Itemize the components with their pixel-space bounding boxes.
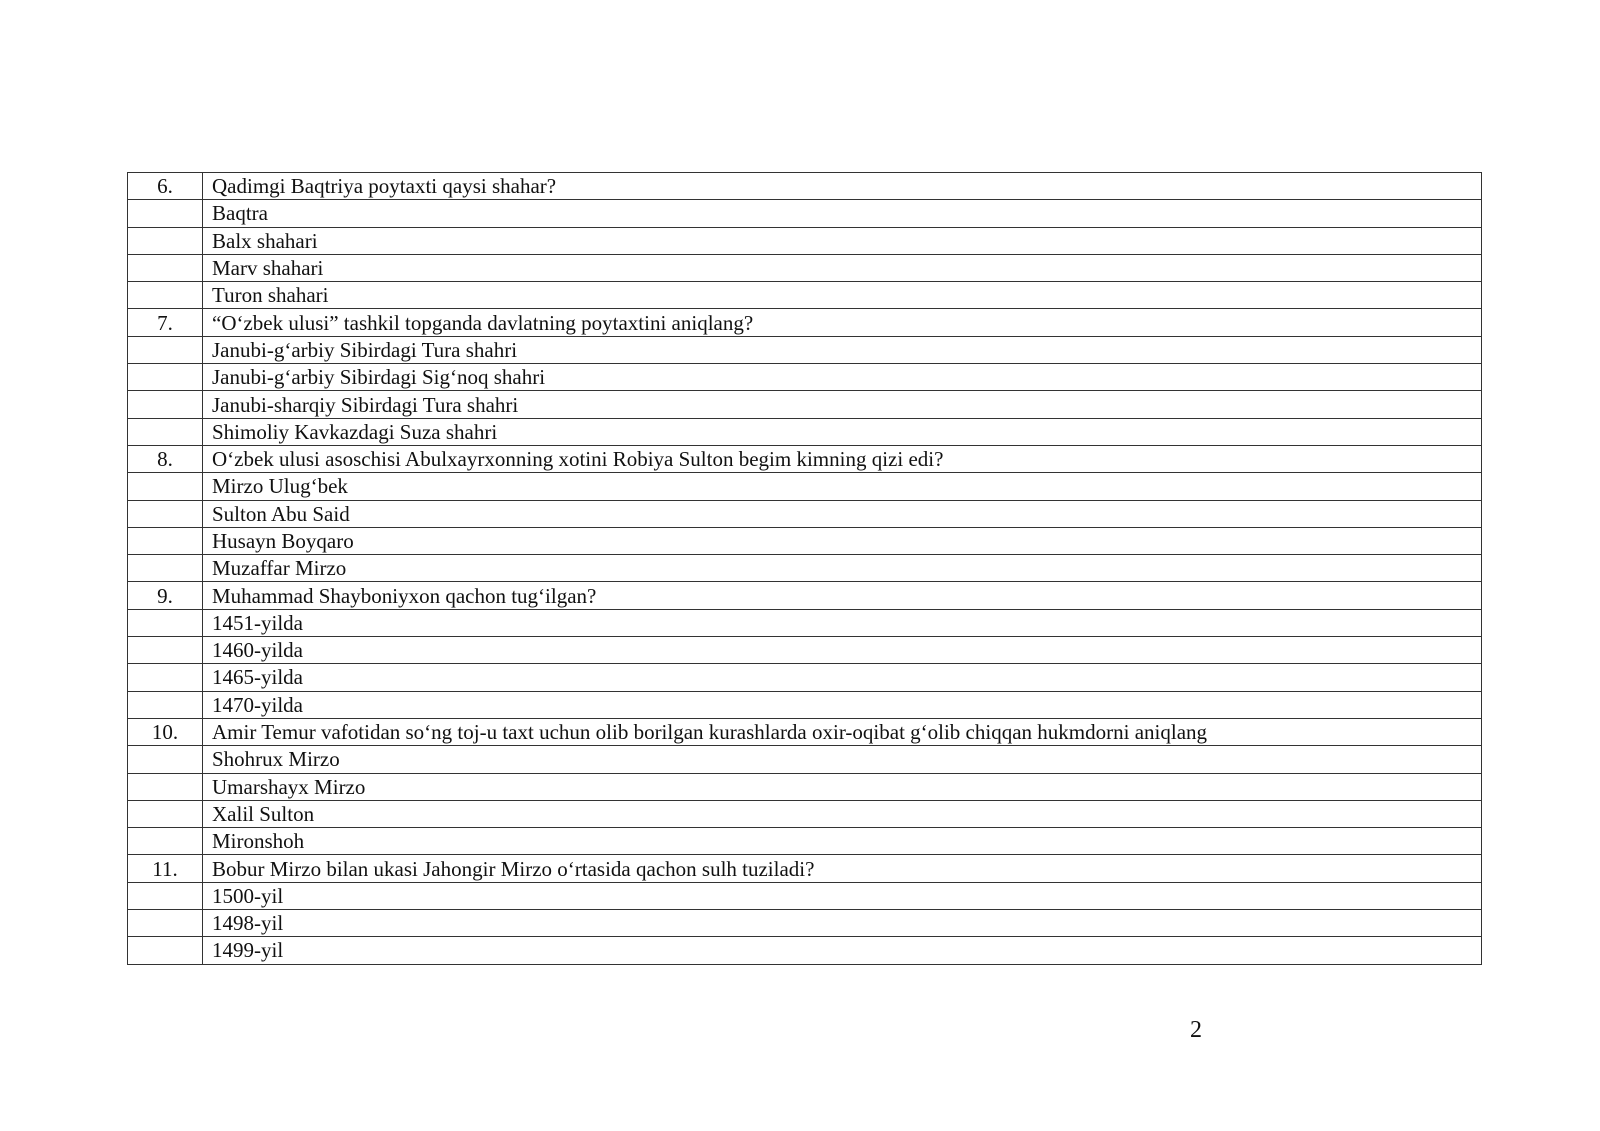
answer-option: Marv shahari <box>203 254 1482 281</box>
empty-number-cell <box>128 882 203 909</box>
answer-row <box>128 254 1482 281</box>
question-text: “O‘zbek ulusi” tashkil topganda davlatning poytaxtini aniqlang? <box>203 309 1482 336</box>
answer-row <box>128 691 1482 718</box>
answer-row <box>128 746 1482 773</box>
answer-row <box>128 800 1482 827</box>
empty-number-cell <box>128 800 203 827</box>
answer-option: Husayn Boyqaro <box>203 527 1482 554</box>
answer-option: Baqtra <box>203 200 1482 227</box>
quiz-table-body <box>128 173 1482 965</box>
answer-row <box>128 937 1482 964</box>
question-number: 7. <box>128 309 203 336</box>
answer-option: 1470-yilda <box>203 691 1482 718</box>
answer-row <box>128 500 1482 527</box>
question-text: Qadimgi Baqtriya poytaxti qaysi shahar? <box>203 173 1482 200</box>
answer-row <box>128 527 1482 554</box>
answer-option: Shohrux Mirzo <box>203 746 1482 773</box>
question-text: Bobur Mirzo bilan ukasi Jahongir Mirzo o‘rtasida qachon sulh tuziladi? <box>203 855 1482 882</box>
empty-number-cell <box>128 227 203 254</box>
answer-option: 1460-yilda <box>203 637 1482 664</box>
question-number: 8. <box>128 445 203 472</box>
answer-option: 1498-yil <box>203 910 1482 937</box>
empty-number-cell <box>128 828 203 855</box>
empty-number-cell <box>128 555 203 582</box>
answer-row <box>128 637 1482 664</box>
answer-row <box>128 200 1482 227</box>
empty-number-cell <box>128 282 203 309</box>
quiz-table <box>127 172 1482 965</box>
empty-number-cell <box>128 691 203 718</box>
question-row <box>128 445 1482 472</box>
answer-option: Xalil Sulton <box>203 800 1482 827</box>
answer-option: 1465-yilda <box>203 664 1482 691</box>
empty-number-cell <box>128 937 203 964</box>
answer-option: Mironshoh <box>203 828 1482 855</box>
answer-option: 1451-yilda <box>203 609 1482 636</box>
empty-number-cell <box>128 391 203 418</box>
answer-row <box>128 882 1482 909</box>
question-text: Amir Temur vafotidan so‘ng toj-u taxt uchun olib borilgan kurashlarda oxir-oqibat g‘olib chiqqan hukmdorni aniqlang <box>203 718 1482 745</box>
answer-row <box>128 910 1482 937</box>
empty-number-cell <box>128 336 203 363</box>
question-row <box>128 173 1482 200</box>
answer-option: 1499-yil <box>203 937 1482 964</box>
answer-row <box>128 555 1482 582</box>
answer-row <box>128 828 1482 855</box>
answer-option: Sulton Abu Said <box>203 500 1482 527</box>
question-number: 10. <box>128 718 203 745</box>
question-row <box>128 309 1482 336</box>
empty-number-cell <box>128 418 203 445</box>
question-row <box>128 582 1482 609</box>
answer-row <box>128 364 1482 391</box>
answer-row <box>128 609 1482 636</box>
empty-number-cell <box>128 773 203 800</box>
empty-number-cell <box>128 637 203 664</box>
answer-row <box>128 391 1482 418</box>
answer-option: Janubi-g‘arbiy Sibirdagi Sig‘noq shahri <box>203 364 1482 391</box>
answer-option: Mirzo Ulug‘bek <box>203 473 1482 500</box>
answer-row <box>128 418 1482 445</box>
empty-number-cell <box>128 473 203 500</box>
empty-number-cell <box>128 254 203 281</box>
answer-row <box>128 227 1482 254</box>
empty-number-cell <box>128 664 203 691</box>
empty-number-cell <box>128 527 203 554</box>
answer-option: Muzaffar Mirzo <box>203 555 1482 582</box>
answer-row <box>128 336 1482 363</box>
answer-option: 1500-yil <box>203 882 1482 909</box>
answer-option: Shimoliy Kavkazdagi Suza shahri <box>203 418 1482 445</box>
answer-option: Umarshayx Mirzo <box>203 773 1482 800</box>
empty-number-cell <box>128 200 203 227</box>
question-number: 11. <box>128 855 203 882</box>
question-text: O‘zbek ulusi asoschisi Abulxayrxonning xotini Robiya Sulton begim kimning qizi edi? <box>203 445 1482 472</box>
answer-row <box>128 473 1482 500</box>
page-number: 2 <box>1190 1017 1202 1043</box>
answer-option: Balx shahari <box>203 227 1482 254</box>
empty-number-cell <box>128 364 203 391</box>
empty-number-cell <box>128 609 203 636</box>
answer-row <box>128 282 1482 309</box>
empty-number-cell <box>128 910 203 937</box>
question-number: 9. <box>128 582 203 609</box>
empty-number-cell <box>128 746 203 773</box>
question-row <box>128 718 1482 745</box>
answer-option: Janubi-g‘arbiy Sibirdagi Tura shahri <box>203 336 1482 363</box>
answer-row <box>128 664 1482 691</box>
answer-option: Turon shahari <box>203 282 1482 309</box>
answer-row <box>128 773 1482 800</box>
question-number: 6. <box>128 173 203 200</box>
empty-number-cell <box>128 500 203 527</box>
question-text: Muhammad Shayboniyxon qachon tug‘ilgan? <box>203 582 1482 609</box>
question-row <box>128 855 1482 882</box>
answer-option: Janubi-sharqiy Sibirdagi Tura shahri <box>203 391 1482 418</box>
